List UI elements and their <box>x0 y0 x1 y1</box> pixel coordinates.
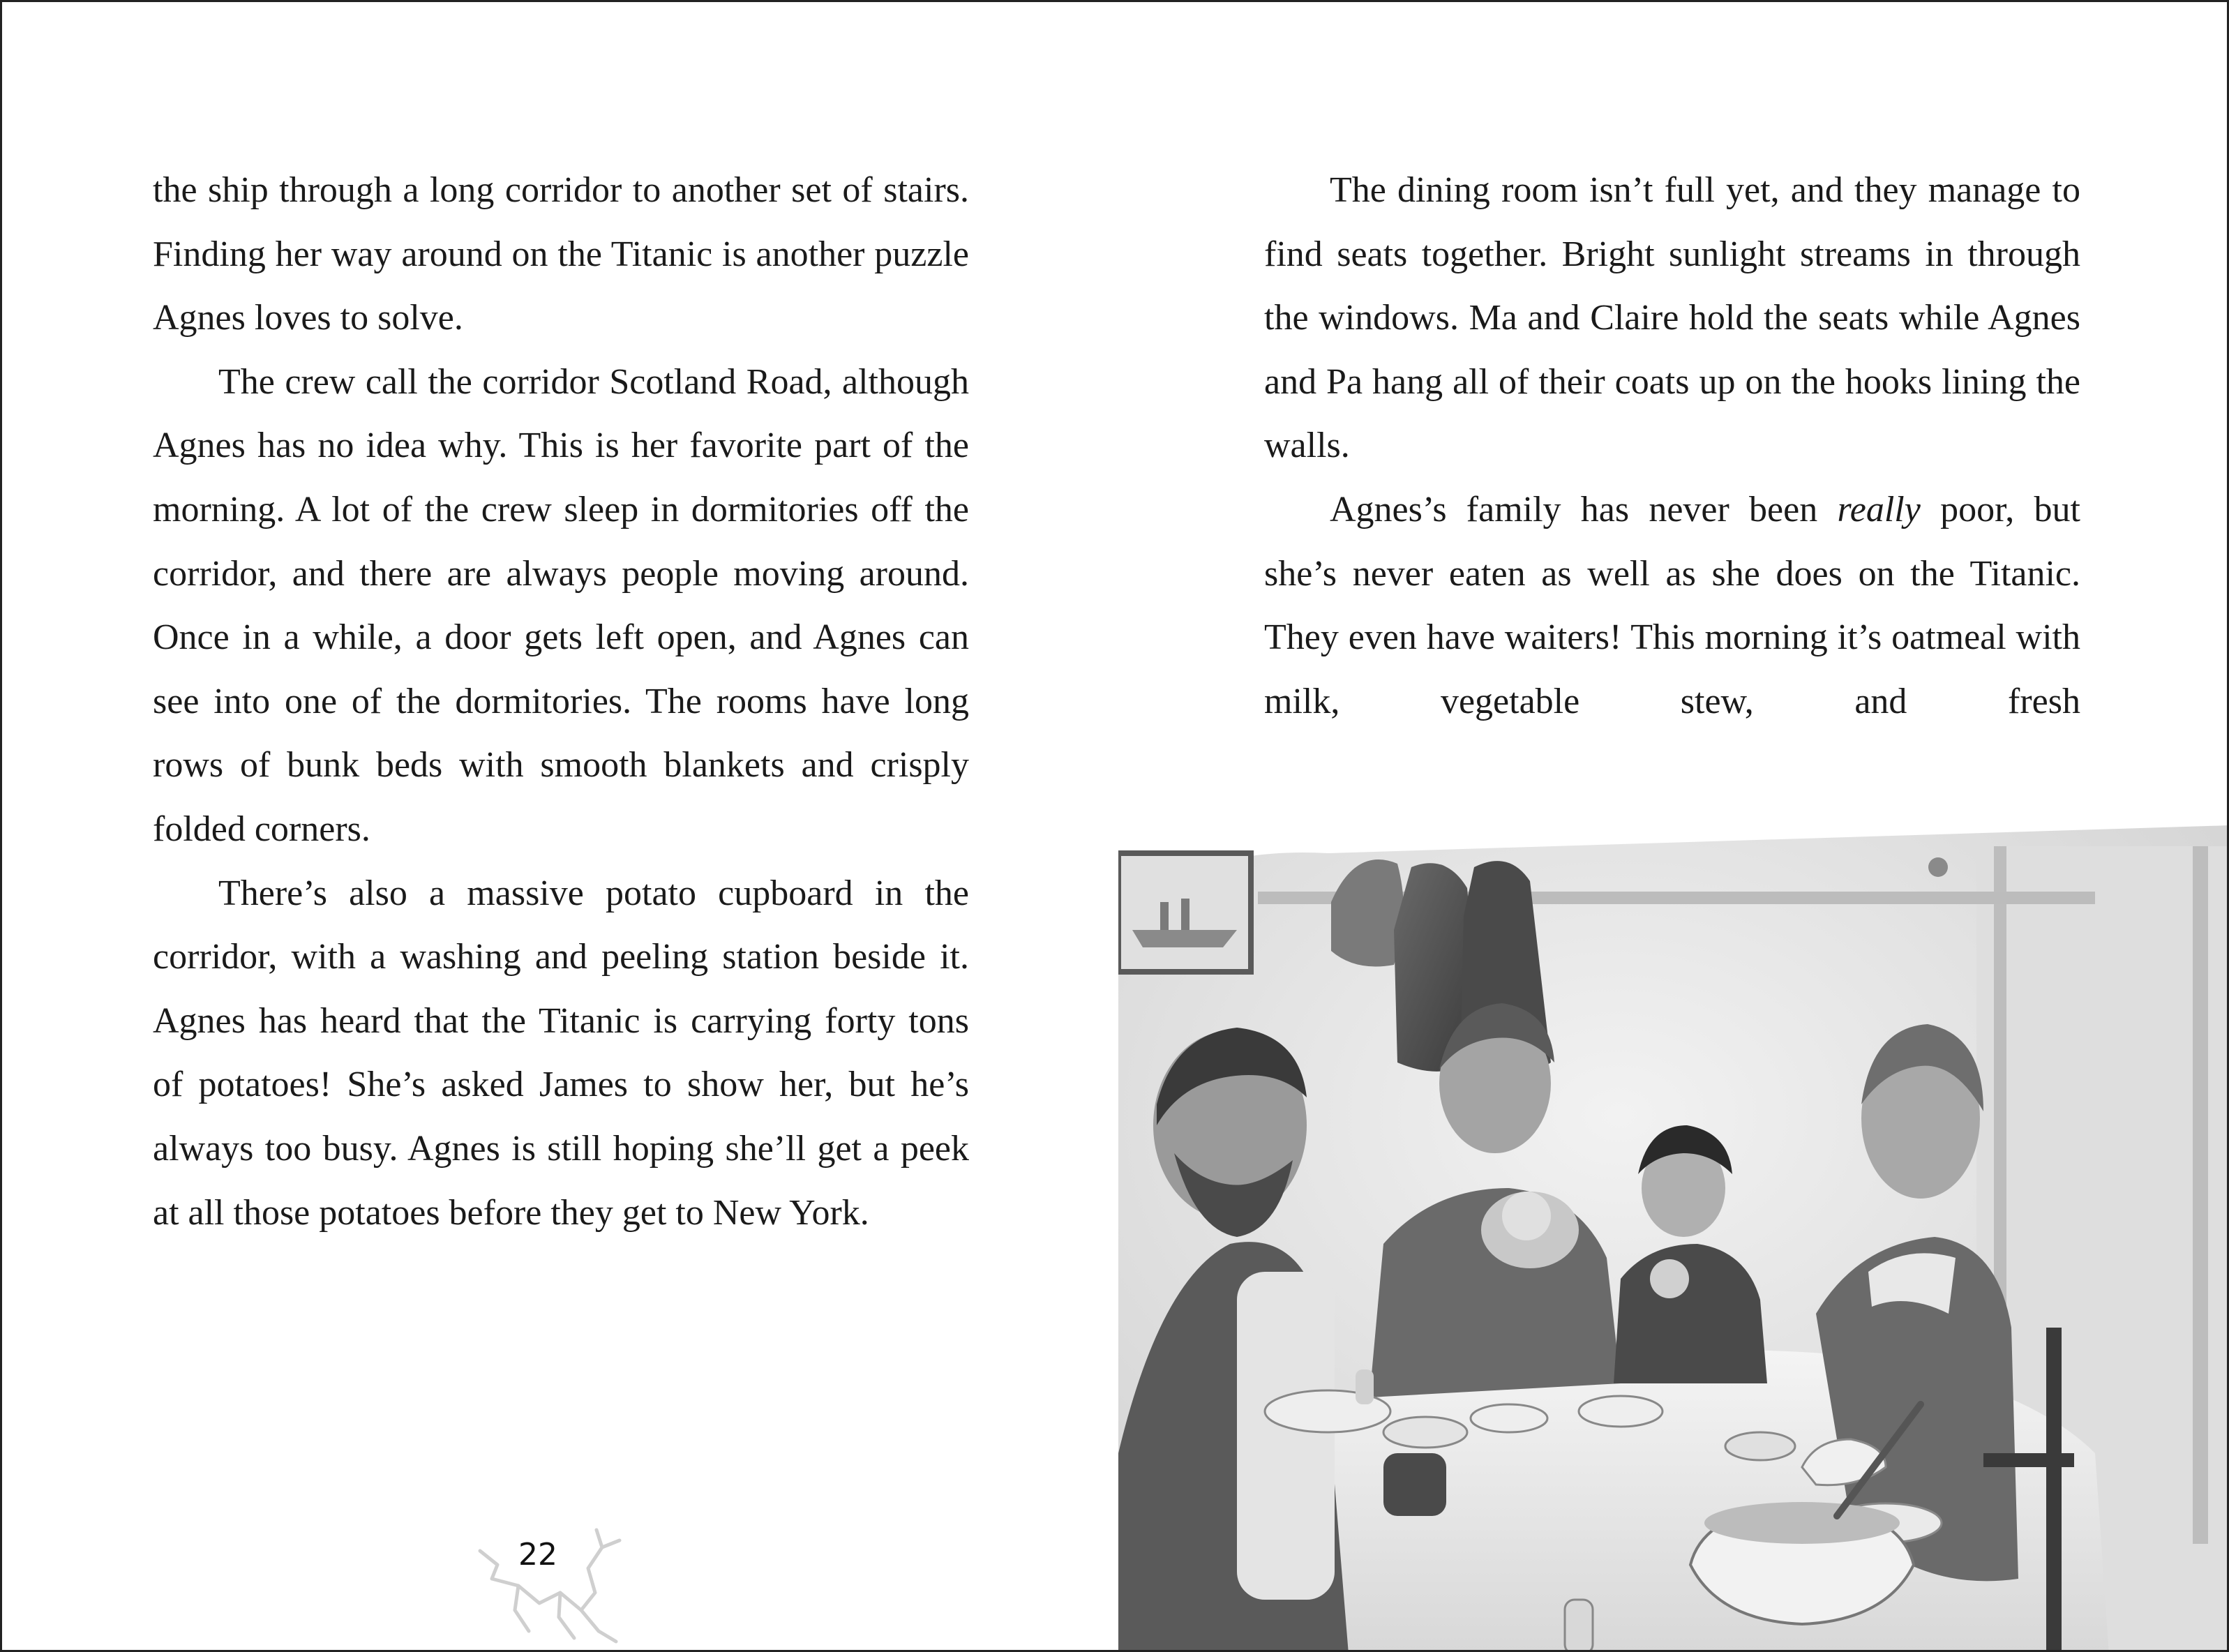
right-page-text <box>1264 158 2080 733</box>
right-paragraph-2-end: poor, but she’s never eaten as well as she does on the Titanic. They even have waiters! This morning it’s oatmeal with milk, vegetable stew, and fresh <box>1264 489 2080 721</box>
left-paragraph-3: There’s also a massive potato cupboard in the corridor, with a washing and peeling station beside it. Agnes has heard that the Titanic is carrying forty tons of potatoes! She’s asked James to show her, but he’s always too busy. Agnes is still hoping she’ll get a peek at all those potatoes before they get to New York. <box>153 873 969 1233</box>
left-page <box>2 2 1116 1650</box>
dining-room-illustration <box>1118 825 2229 1652</box>
right-paragraph-2-start: Agnes’s family has never been <box>1330 489 1838 530</box>
emphasis-really: really <box>1837 489 1921 530</box>
left-paragraph-2: The crew call the corridor Scotland Road, although Agnes has no idea why. This is her favorite part of the morning. A lot of the crew sleep in dormitories off the corridor, and there are always people moving around. Once in a while, a door gets left open, and Agnes can see into one of the dormitories. The rooms have long rows of bunk beds with smooth blankets and crisply folded corners. <box>153 361 969 849</box>
page-number: 22 <box>518 1537 557 1572</box>
left-page-text <box>153 158 969 1245</box>
right-paragraph-2 <box>1264 478 2080 733</box>
right-paragraph-1: The dining room isn’t full yet, and they manage to find seats together. Bright sunlight streams in through the windows. Ma and Claire hold the seats while Agnes and Pa hang all of their coats up on the hooks lining the walls. <box>1264 170 2080 466</box>
left-paragraph-1: the ship through a long corridor to another set of stairs. Finding her way around on the Titanic is another puzzle Agnes loves to solve. <box>153 170 969 338</box>
